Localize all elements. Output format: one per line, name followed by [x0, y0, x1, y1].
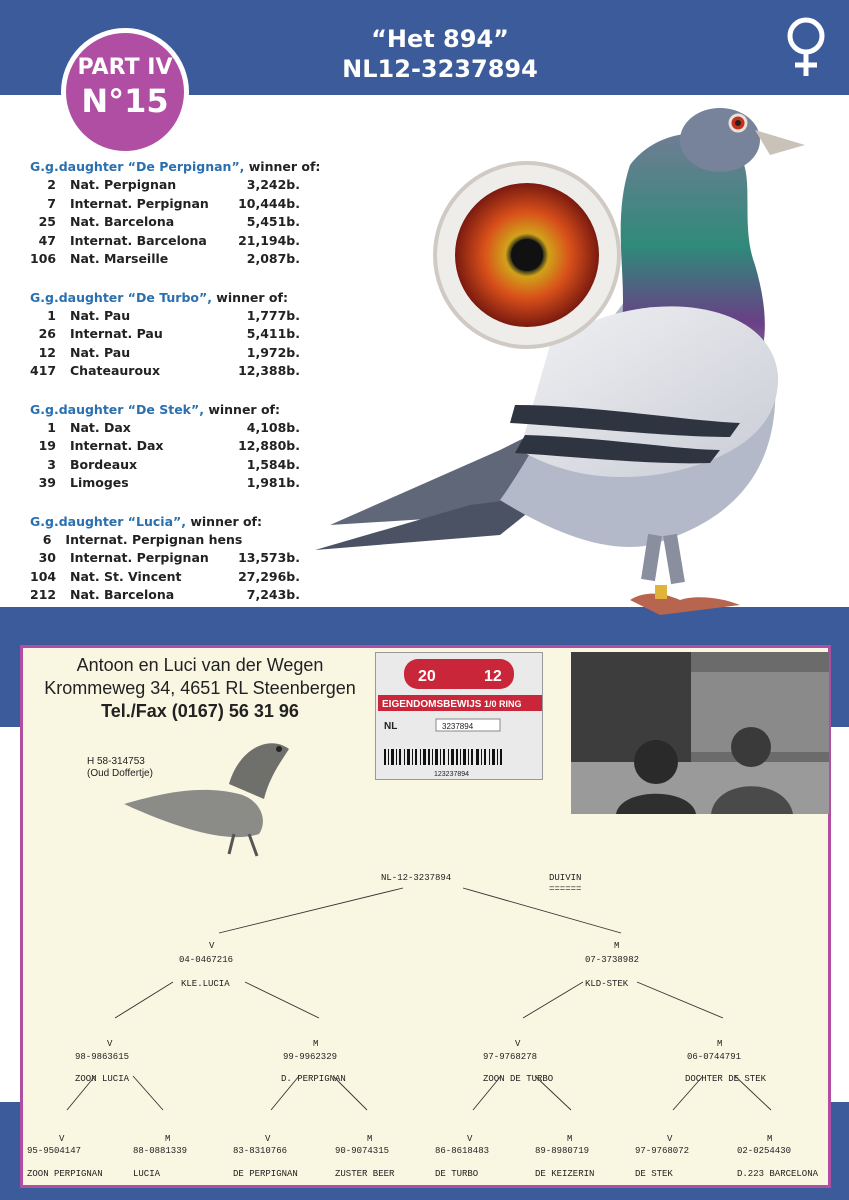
ggp-sex: V [265, 1134, 271, 1144]
ggp-ring: 02-0254430 [737, 1146, 792, 1156]
bird-ring: NL-12-3237894 [381, 873, 452, 883]
badge-part: PART IV [77, 55, 173, 80]
grandparent-name: D. PERPIGNAN [281, 1074, 346, 1084]
parent-ring: 07-3738982 [585, 955, 640, 965]
card-ring: 3237894 [442, 722, 474, 731]
result-row: 6 Internat. Perpignan hens [42, 531, 243, 547]
female-symbol-icon [778, 14, 834, 80]
result-group [30, 158, 321, 269]
group-heading: G.g.daughter “Lucia”, winner of: [30, 513, 262, 529]
result-row: 39 Limoges 1,981b. [38, 475, 300, 490]
result-group [30, 289, 300, 381]
result-row: 26 Internat. Pau 5,411b. [38, 326, 300, 341]
eye-closeup [432, 160, 622, 350]
result-group [30, 513, 300, 605]
breeder-address: Krommeweg 34, 4651 RL Steenbergen [44, 678, 356, 698]
ggp-ring: 83-8310766 [233, 1146, 288, 1156]
grandparent-sex: V [515, 1039, 521, 1049]
ggp-name: ZUSTER BEER [335, 1169, 395, 1179]
result-row: 104 Nat. St. Vincent 27,296b. [30, 568, 300, 584]
ggp-name: DE KEIZERIN [535, 1169, 595, 1179]
parent-sex: V [209, 941, 215, 951]
group-heading: G.g.daughter “De Stek”, winner of: [30, 401, 280, 417]
result-row: 25 Nat. Barcelona 5,451b. [38, 214, 300, 229]
card-suffix: 1/0 RING [484, 699, 522, 709]
card-year-right: 12 [484, 668, 502, 685]
pigeon-title [290, 24, 590, 84]
ggp-sex: M [367, 1134, 373, 1144]
parent-ring: 04-0467216 [179, 955, 234, 965]
ggp-name: D.223 BARCELONA [737, 1169, 819, 1179]
ggp-sex: V [59, 1134, 65, 1144]
pigeon-name: “Het 894” [371, 25, 509, 53]
pedigree-tree [23, 648, 834, 1191]
ggp-name: DE PERPIGNAN [233, 1169, 298, 1179]
ggp-name: ZOON PERPIGNAN [27, 1169, 103, 1179]
pedigree-lines [67, 888, 771, 1110]
pedigree-card [20, 645, 831, 1188]
grandparent-ring: 06-0744791 [687, 1052, 742, 1062]
part-badge [61, 28, 189, 156]
sire-ring: H 58-314753 [87, 756, 145, 767]
result-row: 3 Bordeaux 1,584b. [47, 456, 300, 472]
ggp-ring: 95-9504147 [27, 1146, 82, 1156]
bird-sex: DUIVIN [549, 873, 582, 883]
parent-name: KLE.LUCIA [181, 979, 230, 989]
grandparent-name: ZOON LUCIA [75, 1074, 130, 1084]
result-row: 2 Nat. Perpignan 3,242b. [47, 177, 300, 192]
result-row: 1 Nat. Pau 1,777b. [47, 307, 300, 323]
ggp-sex: M [165, 1134, 171, 1144]
result-row: 7 Internat. Perpignan 10,444b. [47, 195, 300, 211]
parent-name: KLD-STEK [585, 979, 629, 989]
breeder-name: Antoon en Luci van der Wegen [76, 655, 324, 675]
grandparent-name: DOCHTER DE STEK [685, 1074, 767, 1084]
sire-name: (Oud Doffertje) [87, 768, 153, 779]
result-row: 1 Nat. Dax 4,108b. [47, 419, 300, 435]
grandparent-ring: 97-9768278 [483, 1052, 538, 1062]
ggp-sex: V [667, 1134, 673, 1144]
ggp-sex: M [567, 1134, 573, 1144]
grandparent-sex: M [313, 1039, 319, 1049]
grandparent-ring: 99-9962329 [283, 1052, 338, 1062]
grandparent-sex: M [717, 1039, 723, 1049]
bird-underline: ====== [549, 884, 582, 894]
ggp-ring: 86-8618483 [435, 1146, 490, 1156]
ggp-sex: M [767, 1134, 773, 1144]
result-row: 106 Nat. Marseille 2,087b. [30, 251, 300, 266]
grandparent-sex: V [107, 1039, 113, 1049]
parent-sex: M [614, 941, 620, 951]
grandparent-ring: 98-9863615 [75, 1052, 130, 1062]
ggp-name: DE STEK [635, 1169, 673, 1179]
result-group [30, 401, 300, 493]
result-row: 19 Internat. Dax 12,880b. [38, 438, 300, 453]
results-list [30, 158, 321, 625]
card-country: NL [384, 721, 398, 732]
group-heading: G.g.daughter “De Perpignan”, winner of: [30, 159, 321, 174]
group-heading: G.g.daughter “De Turbo”, winner of: [30, 289, 288, 305]
result-row: 47 Internat. Barcelona 21,194b. [38, 232, 300, 248]
ggp-ring: 89-8980719 [535, 1146, 590, 1156]
ggp-ring: 97-9768072 [635, 1146, 690, 1156]
pigeon-ring: NL12-3237894 [342, 55, 538, 83]
card-title: EIGENDOMSBEWIJS [382, 699, 482, 710]
badge-number: N°15 [81, 82, 169, 120]
result-row: 417 Chateauroux 12,388b. [30, 363, 300, 378]
ggp-name: DE TURBO [435, 1169, 479, 1179]
result-row: 30 Internat. Perpignan 13,573b. [38, 550, 300, 565]
breeder-phone: Tel./Fax (0167) 56 31 96 [101, 701, 299, 721]
card-year-left: 20 [418, 668, 436, 685]
card-barcode: 123237894 [434, 771, 470, 778]
result-row: 212 Nat. Barcelona 7,243b. [30, 587, 300, 602]
ggp-sex: V [467, 1134, 473, 1144]
grandparent-name: ZOON DE TURBO [483, 1074, 554, 1084]
ggp-name: LUCIA [133, 1169, 161, 1179]
ggp-ring: 90-9074315 [335, 1146, 390, 1156]
result-row: 12 Nat. Pau 1,972b. [38, 344, 300, 360]
ggp-ring: 88-0881339 [133, 1146, 188, 1156]
